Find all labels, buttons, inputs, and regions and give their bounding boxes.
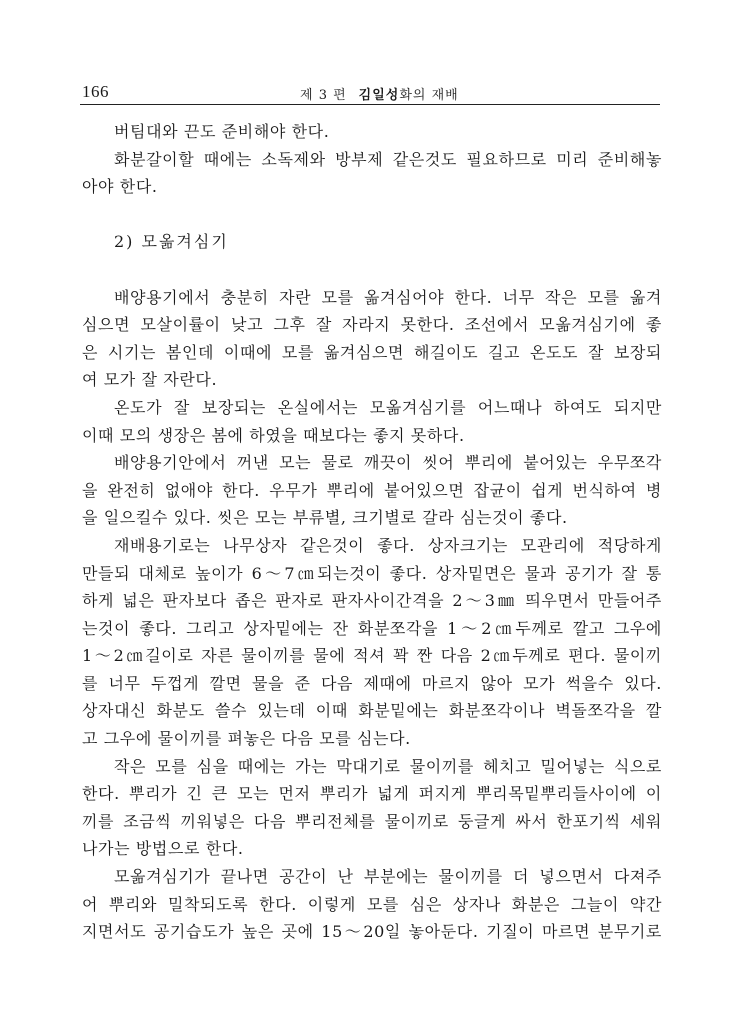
text-line: 을 일으킬수 있다. 씻은 모는 부류별, 크기별로 갈라 심는것이 좋다. <box>82 508 568 528</box>
text-line: 끼를 조금씩 끼워넣은 다음 뿌리전체를 물이끼로 둥글게 싸서 한포기씩 세워 <box>82 811 662 831</box>
text-line: 는것이 좋다. 그리고 상자밑에는 잔 화분쪼각을 1～2㎝두께로 깔고 그우에 <box>82 618 662 638</box>
text-line: 심으면 모살이률이 낮고 그후 잘 자라지 못한다. 조선에서 모옮겨심기에 좋 <box>82 315 662 335</box>
spacer <box>82 256 662 284</box>
text-line: 나가는 방법으로 한다. <box>82 839 244 859</box>
text-line: 상자대신 화분도 쓸수 있는데 이때 화분밑에는 화분쪼각이나 벽돌쪼각을 깔 <box>82 701 662 721</box>
text-line: 를 너무 두껍게 깔면 물을 준 다음 제때에 마르지 않아 모가 썩을수 있다. <box>82 673 662 693</box>
section-heading: 2) 모옮겨심기 <box>114 232 229 252</box>
title-rest: 화의 재배 <box>399 88 459 103</box>
text-line: 이때 모의 생장은 봄에 하였을 때보다는 좋지 못하다. <box>82 425 465 445</box>
text-line: 지면서도 공기습도가 높은 곳에 15～20일 놓아둔다. 기질이 마르면 분무기로 <box>82 922 662 942</box>
body-text <box>82 118 662 946</box>
title-emphasis: 김일성 <box>358 88 400 103</box>
text-line: 하게 넓은 판자보다 좁은 판자로 판자사이간격을 2～3㎜ 띄우면서 만들어주 <box>82 591 662 611</box>
text-line: 배양용기안에서 꺼낸 모는 물로 깨끗이 씻어 뿌리에 붙어있는 우무쪼각 <box>114 453 662 473</box>
spacer <box>82 201 662 229</box>
text-line: 1～2㎝길이로 자른 물이끼를 물에 적셔 꽉 짠 다음 2㎝두께로 편다. 물이끼 <box>82 646 662 666</box>
text-line: 한다. 뿌리가 긴 큰 모는 먼저 뿌리가 넓게 퍼지게 뿌리목밑뿌리들사이에 이 <box>82 784 662 804</box>
text-line: 여 모가 잘 자란다. <box>82 370 218 390</box>
text-line: 작은 모를 심을 때에는 가는 막대기로 물이끼를 헤치고 밀어넣는 식으로 <box>114 756 662 776</box>
text-line: 아야 한다. <box>82 177 158 197</box>
text-line: 버팀대와 끈도 준비해야 한다. <box>114 122 330 141</box>
text-line: 재배용기로는 나무상자 같은것이 좋다. 상자크기는 모관리에 적당하게 <box>114 535 662 555</box>
page-number: 166 <box>82 82 109 101</box>
text-line: 어 뿌리와 밀착되도록 한다. 이렇게 모를 심은 상자나 화분은 그늘이 약간 <box>82 894 662 914</box>
header-rule <box>80 104 660 105</box>
text-line: 배양용기에서 충분히 자란 모를 옮겨심어야 한다. 너무 작은 모를 옮겨 <box>114 287 662 307</box>
text-line: 화분갈이할 때에는 소독제와 방부제 같은것도 필요하므로 미리 준비해놓 <box>114 149 662 169</box>
text-line: 모옮겨심기가 끝나면 공간이 난 부분에는 물이끼를 더 넣으면서 다져주 <box>114 867 662 887</box>
page-header <box>82 80 658 106</box>
text-line: 은 시기는 봄인데 이때에 모를 옮겨심으면 해길이도 길고 온도도 잘 보장되 <box>82 342 662 362</box>
text-line: 온도가 잘 보장되는 온실에서는 모옮겨심기를 어느때나 하여도 되지만 <box>114 397 662 417</box>
text-line: 을 완전히 없애야 한다. 우무가 뿌리에 붙어있으면 잡균이 쉽게 번식하여 병 <box>82 480 662 500</box>
running-title <box>300 84 459 103</box>
part-label: 제 3 편 <box>300 88 347 103</box>
text-line: 고 그우에 물이끼를 펴놓은 다음 모를 심는다. <box>82 729 411 749</box>
text-line: 만들되 대체로 높이가 6～7㎝되는것이 좋다. 상자밑면은 물과 공기가 잘 통 <box>82 563 662 583</box>
